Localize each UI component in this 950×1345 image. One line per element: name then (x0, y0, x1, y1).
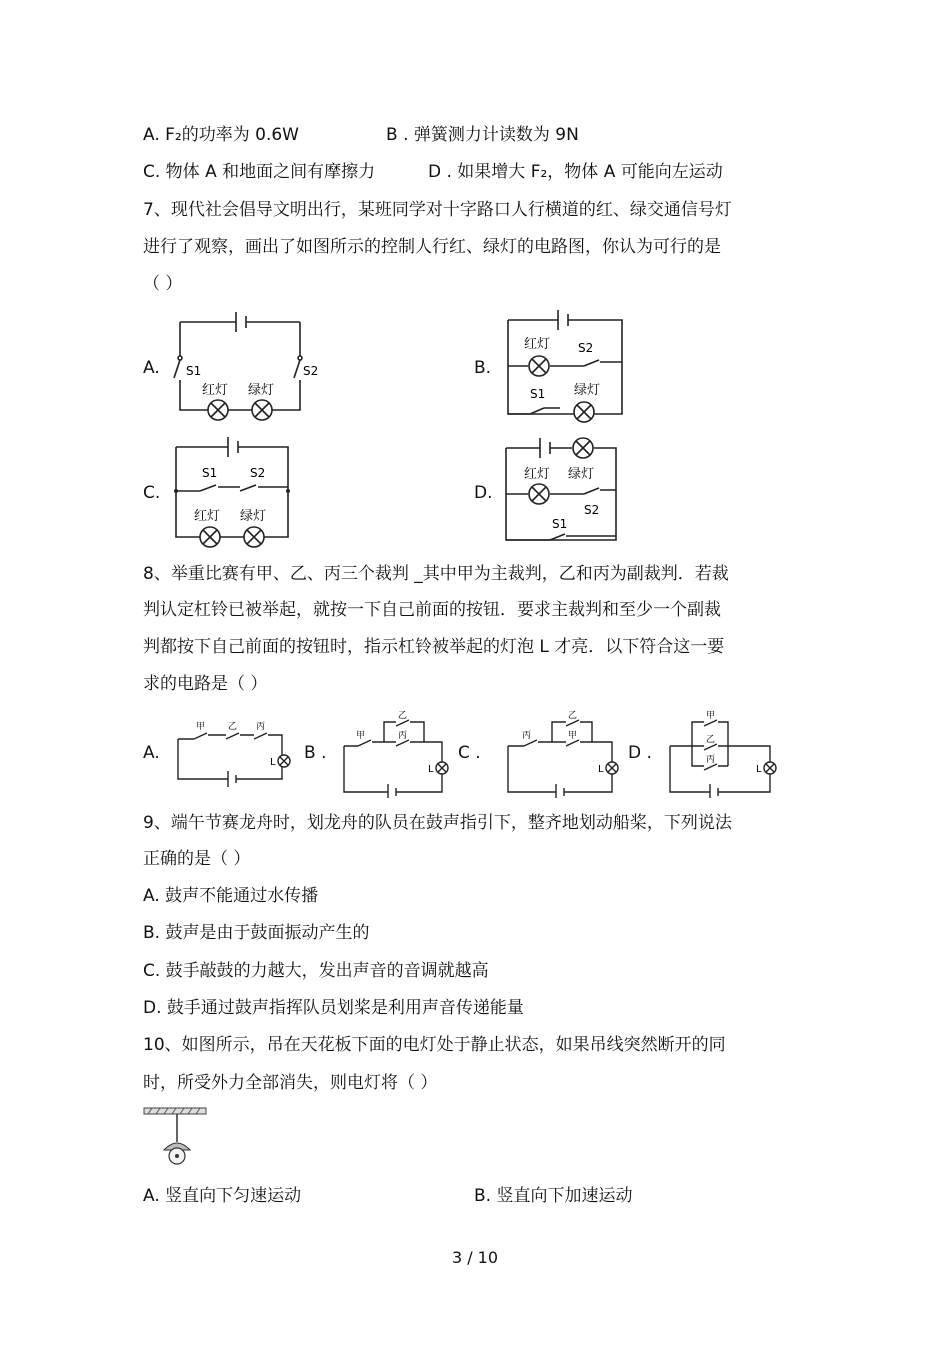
q8-circuit-a (170, 717, 296, 787)
q8d-bing: 丙 (706, 755, 716, 765)
q7-stem-line1: 7、现代社会倡导文明出行，某班同学对十字路口人行横道的红、绿交通信号灯 (143, 200, 732, 220)
q6-option-d: D . 如果增大 F₂，物体 A 可能向左运动 (428, 162, 723, 182)
q7b-green: 绿灯 (574, 383, 601, 398)
q7c-red: 红灯 (194, 509, 221, 524)
q8b-yi: 乙 (398, 711, 408, 721)
q8a-yi: 乙 (228, 722, 238, 732)
q8d-jia: 甲 (706, 711, 716, 721)
q6-option-b: B . 弹簧测力计读数为 9N (386, 125, 579, 145)
q8-circuit-c (502, 706, 620, 798)
q7-circuit-a (170, 310, 318, 425)
q8-label-b: B . (304, 743, 327, 763)
q9-option-a: A. 鼓声不能通过水传播 (143, 886, 319, 906)
q8-stem-line3: 判都按下自己前面的按钮时，指示杠铃被举起的灯泡 L 才亮．以下符合这一要 (143, 637, 725, 657)
q8c-yi: 乙 (568, 711, 578, 721)
q8-label-d: D . (628, 743, 652, 763)
q7d-s1: S1 (552, 517, 568, 531)
q8b-jia: 甲 (356, 731, 366, 741)
q7c-s1: S1 (202, 466, 218, 480)
q8d-yi: 乙 (706, 735, 716, 745)
q7a-s1: S1 (186, 364, 202, 378)
q10-option-a: A. 竖直向下匀速运动 (143, 1186, 302, 1206)
q7d-s2: S2 (584, 503, 600, 517)
q6-option-c: C. 物体 A 和地面之间有摩擦力 (143, 162, 376, 182)
page-number: 3 / 10 (451, 1248, 499, 1267)
q9-stem-line2: 正确的是（ ） (143, 849, 251, 869)
q7a-s2: S2 (303, 364, 318, 378)
q8-stem-line1: 8、举重比赛有甲、乙、丙三个裁判 _其中甲为主裁判，乙和丙为副裁判．若裁 (143, 564, 729, 584)
q8a-jia: 甲 (196, 722, 206, 732)
q7c-green: 绿灯 (240, 509, 267, 524)
q9-option-c: C. 鼓手敲鼓的力越大，发出声音的音调就越高 (143, 961, 489, 981)
q7c-s2: S2 (250, 466, 266, 480)
q8b-bing: 丙 (398, 731, 408, 741)
q8c-lamp: L (598, 764, 604, 775)
q8-label-a: A. (143, 743, 160, 763)
q7d-red: 红灯 (524, 467, 551, 482)
q7-label-b: B. (474, 358, 492, 378)
q8-circuit-b (340, 708, 450, 798)
q8b-lamp: L (428, 764, 434, 775)
q7-circuit-d (500, 436, 622, 548)
q9-option-b: B. 鼓声是由于鼓面振动产生的 (143, 923, 370, 943)
q8-circuit-d (662, 706, 780, 798)
q8d-lamp: L (756, 764, 762, 775)
q7-stem-line2: 进行了观察，画出了如图所示的控制人行红、绿灯的电路图，你认为可行的是 (143, 237, 721, 257)
q6-option-a: A. F₂的功率为 0.6W (143, 125, 299, 145)
q7-label-c: C. (143, 483, 161, 503)
q10-stem-line2: 时，所受外力全部消失，则电灯将（ ） (143, 1073, 438, 1093)
q9-option-d: D. 鼓手通过鼓声指挥队员划桨是利用声音传递能量 (143, 998, 524, 1018)
q9-stem-line1: 9、端午节赛龙舟时，划龙舟的队员在鼓声指引下，整齐地划动船桨，下列说法 (143, 813, 732, 833)
q7a-green: 绿灯 (248, 383, 275, 398)
q7-label-d: D. (474, 483, 493, 503)
q10-stem-line1: 10、如图所示，吊在天花板下面的电灯处于静止状态，如果吊线突然断开的同 (143, 1035, 726, 1055)
q7d-green: 绿灯 (568, 467, 595, 482)
q7-stem-line3: （ ） (143, 274, 183, 294)
q7-circuit-b (500, 304, 630, 428)
q10-option-b: B. 竖直向下加速运动 (474, 1186, 633, 1206)
q8a-bing: 丙 (256, 722, 266, 732)
q7-circuit-c (170, 435, 295, 550)
q7-label-a: A. (143, 358, 160, 378)
q8c-bing: 丙 (522, 731, 532, 741)
q7b-s1: S1 (530, 387, 546, 401)
q10-hanging-lamp-figure (142, 1106, 208, 1170)
q8-stem-line4: 求的电路是（ ） (143, 674, 268, 694)
q8-stem-line2: 判认定杠铃已被举起，就按一下自己前面的按钮．要求主裁判和至少一个副裁 (143, 600, 721, 620)
q7a-red: 红灯 (202, 383, 229, 398)
q8a-lamp: L (270, 757, 276, 768)
q8-label-c: C . (458, 743, 481, 763)
q7b-s2: S2 (578, 341, 594, 355)
q7b-red: 红灯 (524, 337, 551, 352)
q8c-jia: 甲 (568, 731, 578, 741)
